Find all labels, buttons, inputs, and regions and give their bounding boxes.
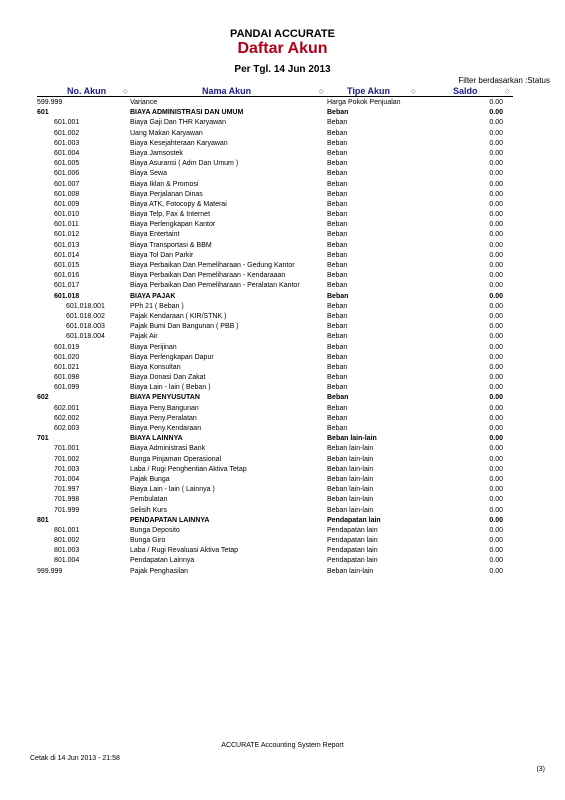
account-number: 601.006	[54, 170, 80, 178]
account-type: Beban lain-lain	[327, 496, 374, 504]
col-header-no: No. Akun	[67, 86, 107, 96]
account-name: Biaya Sewa	[130, 170, 167, 178]
account-type: Beban lain-lain	[327, 486, 374, 494]
account-type: Beban	[327, 343, 348, 351]
account-balance: 0.00	[489, 262, 503, 269]
account-number: 801	[37, 516, 49, 524]
account-type: Beban lain-lain	[327, 506, 374, 514]
account-number: 601.007	[54, 180, 80, 188]
table-row	[0, 506, 565, 516]
account-number: 601.012	[54, 231, 80, 239]
account-type: Pendapatan lain	[327, 516, 381, 524]
account-name: Variance	[130, 99, 158, 106]
table-row	[0, 332, 565, 342]
table-row	[0, 169, 565, 179]
account-type: Beban	[327, 262, 348, 269]
account-name: Pajak Air	[130, 333, 158, 341]
account-number: 601.018.002	[66, 312, 105, 320]
table-row	[0, 526, 565, 536]
account-balance: 0.00	[489, 251, 503, 259]
table-row	[0, 190, 565, 200]
table-row	[0, 220, 565, 230]
account-name: BIAYA LAINNYA	[130, 435, 183, 443]
table-row	[0, 444, 565, 454]
account-number: 601.003	[54, 139, 80, 147]
account-balance: 0.00	[489, 486, 503, 494]
account-type: Beban	[327, 211, 348, 219]
account-name: Biaya Kesejahteraan Karyawan	[130, 139, 228, 147]
account-name: Biaya Asuransi ( Adm Dan Umum )	[130, 160, 239, 168]
account-number: 701.004	[54, 475, 80, 483]
account-balance: 0.00	[489, 200, 503, 208]
account-type: Beban	[327, 272, 348, 280]
account-name: Pajak Bunga	[130, 475, 170, 483]
account-number: 601.002	[54, 129, 80, 137]
account-type: Beban	[327, 363, 348, 371]
account-balance: 0.00	[489, 374, 503, 382]
table-row	[0, 343, 565, 353]
account-name: Biaya Perlengkapan Dapur	[130, 353, 214, 361]
account-name: Biaya Konsultan	[130, 363, 181, 371]
account-balance: 0.00	[489, 465, 503, 473]
account-type: Beban	[327, 353, 348, 361]
account-number: 602.002	[54, 414, 80, 422]
account-number: 601.098	[54, 374, 80, 382]
sort-arrow-icon: ◇	[123, 89, 128, 95]
footer-printed: Cetak di 14 Jun 2013 - 21:58	[30, 755, 120, 762]
account-number: 601.019	[54, 343, 80, 351]
account-number: 999.999	[37, 567, 63, 575]
account-number: 601.008	[54, 190, 80, 198]
table-row	[0, 485, 565, 495]
account-type: Beban lain-lain	[327, 475, 374, 483]
account-number: 602	[37, 394, 49, 402]
account-balance: 0.00	[489, 119, 503, 127]
table-row	[0, 363, 565, 373]
account-type: Beban	[327, 190, 348, 198]
account-balance: 0.00	[489, 363, 503, 371]
table-row	[0, 241, 565, 251]
account-name: Laba / Rugi Penghentian Aktiva Tetap	[130, 465, 247, 473]
account-balance: 0.00	[489, 455, 503, 463]
account-number: 601.001	[54, 119, 80, 127]
account-name: Biaya Tol Dan Parkir	[130, 251, 194, 259]
account-type: Beban	[327, 312, 348, 320]
account-name: Biaya Peny.Peralatan	[130, 414, 197, 422]
account-number: 601.018.003	[66, 323, 105, 331]
account-type: Beban	[327, 251, 348, 259]
account-type: Beban	[327, 384, 348, 392]
account-name: PENDAPATAN LAINNYA	[130, 516, 210, 524]
account-balance: 0.00	[489, 272, 503, 280]
account-number: 601.015	[54, 262, 80, 269]
account-balance: 0.00	[489, 516, 503, 524]
account-number: 701.001	[54, 445, 80, 453]
table-row	[0, 292, 565, 302]
account-balance: 0.00	[489, 221, 503, 229]
account-number: 601	[37, 109, 49, 117]
account-number: 601.010	[54, 211, 80, 219]
account-balance: 0.00	[489, 282, 503, 290]
account-balance: 0.00	[489, 353, 503, 361]
account-balance: 0.00	[489, 435, 503, 443]
account-name: Bunga Giro	[130, 537, 166, 545]
table-row	[0, 373, 565, 383]
table-row	[0, 200, 565, 210]
table-row	[0, 516, 565, 526]
report-title: Daftar Akun	[237, 40, 328, 57]
sort-arrow-icon: ◇	[319, 89, 324, 95]
table-row	[0, 536, 565, 546]
account-balance: 0.00	[489, 109, 503, 117]
account-number: 701.997	[54, 486, 80, 494]
account-name: Biaya Lain - lain ( Lainnya )	[130, 486, 215, 494]
account-balance: 0.00	[489, 292, 503, 300]
account-balance: 0.00	[489, 160, 503, 168]
col-header-type: Tipe Akun	[347, 86, 391, 96]
account-number: 601.020	[54, 353, 80, 361]
account-name: Pajak Bumi Dan Bangunan ( PBB )	[130, 323, 239, 331]
table-row	[0, 149, 565, 159]
table-row	[0, 281, 565, 291]
account-balance: 0.00	[489, 190, 503, 198]
account-name: Biaya Jamsostek	[130, 149, 183, 157]
table-row	[0, 261, 565, 271]
account-table-body	[0, 98, 565, 577]
account-name: Biaya Lain - lain ( Beban )	[130, 384, 211, 392]
account-type: Harga Pokok Penjualan	[327, 99, 401, 106]
account-balance: 0.00	[489, 312, 503, 320]
account-type: Beban	[327, 282, 348, 290]
account-name: Biaya Donasi Dan Zakat	[130, 374, 206, 382]
account-name: Selisih Kurs	[130, 506, 167, 514]
footer-page: (3)	[536, 766, 545, 773]
account-type: Beban	[327, 119, 348, 127]
account-name: BIAYA PENYUSUTAN	[130, 394, 200, 402]
account-type: Beban lain-lain	[327, 567, 374, 575]
account-number: 801.001	[54, 526, 80, 534]
account-name: BIAYA ADMINISTRASI DAN UMUM	[130, 109, 244, 117]
account-type: Beban lain-lain	[327, 465, 374, 473]
header-divider	[37, 96, 513, 97]
account-balance: 0.00	[489, 526, 503, 534]
account-balance: 0.00	[489, 475, 503, 483]
account-balance: 0.00	[489, 506, 503, 514]
account-type: Beban lain-lain	[327, 455, 374, 463]
account-balance: 0.00	[489, 404, 503, 412]
account-number: 601.005	[54, 160, 80, 168]
account-balance: 0.00	[489, 333, 503, 341]
account-type: Beban	[327, 200, 348, 208]
account-type: Beban	[327, 231, 348, 239]
account-type: Beban	[327, 374, 348, 382]
account-type: Beban	[327, 292, 349, 300]
table-row	[0, 129, 565, 139]
account-balance: 0.00	[489, 414, 503, 422]
table-row	[0, 322, 565, 332]
table-row	[0, 98, 565, 108]
table-row	[0, 455, 565, 465]
account-name: Biaya Perijinan	[130, 343, 177, 351]
account-type: Beban	[327, 333, 348, 341]
account-name: Biaya Gaji Dan THR Karyawan	[130, 119, 226, 127]
account-name: Uang Makan Karyawan	[130, 129, 203, 137]
account-type: Beban	[327, 170, 348, 178]
table-row	[0, 424, 565, 434]
table-row	[0, 404, 565, 414]
account-number: 601.014	[54, 251, 80, 259]
account-number: 601.099	[54, 384, 80, 392]
account-balance: 0.00	[489, 302, 503, 310]
col-header-name: Nama Akun	[202, 86, 252, 96]
account-number: 601.009	[54, 200, 80, 208]
table-row	[0, 180, 565, 190]
account-balance: 0.00	[489, 323, 503, 331]
account-number: 801.003	[54, 547, 80, 555]
account-name: Biaya ATK, Fotocopy & Materai	[130, 200, 227, 208]
account-name: Biaya Perbaikan Dan Pemeliharaan - Peralatan Kantor	[130, 282, 300, 290]
account-type: Beban	[327, 129, 348, 137]
table-row	[0, 383, 565, 393]
account-number: 602.003	[54, 425, 80, 432]
account-name: Pajak Kendaraan ( KIR/STNK )	[130, 312, 227, 320]
account-type: Beban	[327, 221, 348, 229]
account-balance: 0.00	[489, 567, 503, 575]
table-row	[0, 393, 565, 403]
account-type: Beban	[327, 414, 348, 422]
account-balance: 0.00	[489, 231, 503, 239]
account-balance: 0.00	[489, 343, 503, 351]
table-row	[0, 312, 565, 322]
table-row	[0, 139, 565, 149]
report-period: Per Tgl. 14 Jun 2013	[234, 64, 331, 75]
table-row	[0, 567, 565, 577]
table-row	[0, 210, 565, 220]
account-number: 599.999	[37, 99, 63, 106]
account-balance: 0.00	[489, 149, 503, 157]
account-name: Biaya Peny.Kendaraan	[130, 425, 202, 432]
account-name: Biaya Telp, Fax & Internet	[130, 211, 211, 219]
account-balance: 0.00	[489, 170, 503, 178]
table-row	[0, 302, 565, 312]
account-type: Pendapatan lain	[327, 547, 378, 555]
account-name: Pajak Penghasilan	[130, 567, 188, 575]
col-header-saldo: Saldo	[453, 86, 478, 96]
account-number: 701.998	[54, 496, 80, 504]
table-row	[0, 353, 565, 363]
account-number: 701.003	[54, 465, 80, 473]
account-type: Beban	[327, 394, 349, 402]
account-type: Beban	[327, 323, 348, 331]
account-balance: 0.00	[489, 139, 503, 147]
account-number: 701.999	[54, 506, 80, 514]
account-balance: 0.00	[489, 557, 503, 565]
account-type: Beban	[327, 425, 348, 432]
account-number: 701.002	[54, 455, 80, 463]
account-number: 601.017	[54, 282, 80, 290]
account-name: BIAYA PAJAK	[130, 292, 176, 300]
sort-arrow-icon: ◇	[411, 89, 416, 95]
account-name: PPh 21 ( Beban )	[130, 302, 184, 310]
account-name: Biaya Entertaint	[130, 231, 180, 239]
account-type: Beban	[327, 180, 348, 188]
account-name: Biaya Administrasi Bank	[130, 445, 206, 453]
table-row	[0, 546, 565, 556]
account-balance: 0.00	[489, 180, 503, 188]
account-type: Beban	[327, 109, 349, 117]
account-type: Beban lain-lain	[327, 435, 377, 443]
account-number: 801.004	[54, 557, 80, 565]
table-row	[0, 251, 565, 261]
account-number: 601.018.001	[66, 302, 105, 310]
account-number: 801.002	[54, 537, 80, 545]
account-name: Biaya Perbaikan Dan Pemeliharaan - Kendaraaan	[130, 272, 286, 280]
account-balance: 0.00	[489, 537, 503, 545]
account-balance: 0.00	[489, 445, 503, 453]
table-row	[0, 230, 565, 240]
account-name: Biaya Transportasi & BBM	[130, 241, 212, 249]
account-balance: 0.00	[489, 241, 503, 249]
table-row	[0, 495, 565, 505]
account-name: Laba / Rugi Revaluasi Aktiva Tetap	[130, 547, 239, 555]
account-type: Beban	[327, 160, 348, 168]
account-type: Pendapatan lain	[327, 526, 378, 534]
account-name: Biaya Perbaikan Dan Pemeliharaan - Gedung Kantor	[130, 262, 295, 269]
account-number: 601.018.004	[66, 333, 105, 341]
account-number: 601.016	[54, 272, 80, 280]
account-type: Beban	[327, 404, 348, 412]
account-balance: 0.00	[489, 99, 503, 106]
account-balance: 0.00	[489, 547, 503, 555]
account-number: 601.018	[54, 292, 80, 300]
table-row	[0, 414, 565, 424]
account-name: Pembulatan	[130, 496, 168, 504]
account-balance: 0.00	[489, 496, 503, 504]
account-name: Biaya Iklan & Promosi	[130, 180, 199, 188]
account-name: Bunga Pinjaman Operasional	[130, 455, 222, 463]
table-row	[0, 159, 565, 169]
account-name: Bunga Deposito	[130, 526, 180, 534]
account-balance: 0.00	[489, 129, 503, 137]
account-balance: 0.00	[489, 394, 503, 402]
account-name: Biaya Perlengkapan Kantor	[130, 221, 216, 229]
account-name: Biaya Peny.Bangunan	[130, 404, 199, 412]
account-type: Pendapatan lain	[327, 557, 378, 565]
account-number: 601.011	[54, 221, 79, 229]
account-name: Pendapatan Lainnya	[130, 557, 195, 565]
account-balance: 0.00	[489, 211, 503, 219]
footer-system: ACCURATE Accounting System Report	[221, 742, 344, 749]
account-number: 601.013	[54, 241, 80, 249]
account-balance: 0.00	[489, 384, 503, 392]
filter-note: Filter berdasarkan :Status	[458, 76, 550, 85]
account-type: Beban	[327, 241, 348, 249]
account-name: Biaya Perjalanan Dinas	[130, 190, 203, 198]
table-row	[0, 465, 565, 475]
table-row	[0, 271, 565, 281]
account-type: Pendapatan lain	[327, 537, 378, 545]
account-number: 601.004	[54, 149, 80, 157]
table-row	[0, 475, 565, 485]
table-row	[0, 108, 565, 118]
account-type: Beban lain-lain	[327, 445, 374, 453]
table-row	[0, 556, 565, 566]
account-type: Beban	[327, 302, 348, 310]
account-number: 601.021	[54, 363, 80, 371]
account-number: 701	[37, 435, 49, 443]
account-type: Beban	[327, 149, 348, 157]
account-type: Beban	[327, 139, 348, 147]
account-balance: 0.00	[489, 425, 503, 432]
company-name: PANDAI ACCURATE	[230, 28, 335, 40]
table-row	[0, 118, 565, 128]
account-number: 602.001	[54, 404, 80, 412]
table-row	[0, 434, 565, 444]
sort-arrow-icon: ◇	[505, 89, 510, 95]
